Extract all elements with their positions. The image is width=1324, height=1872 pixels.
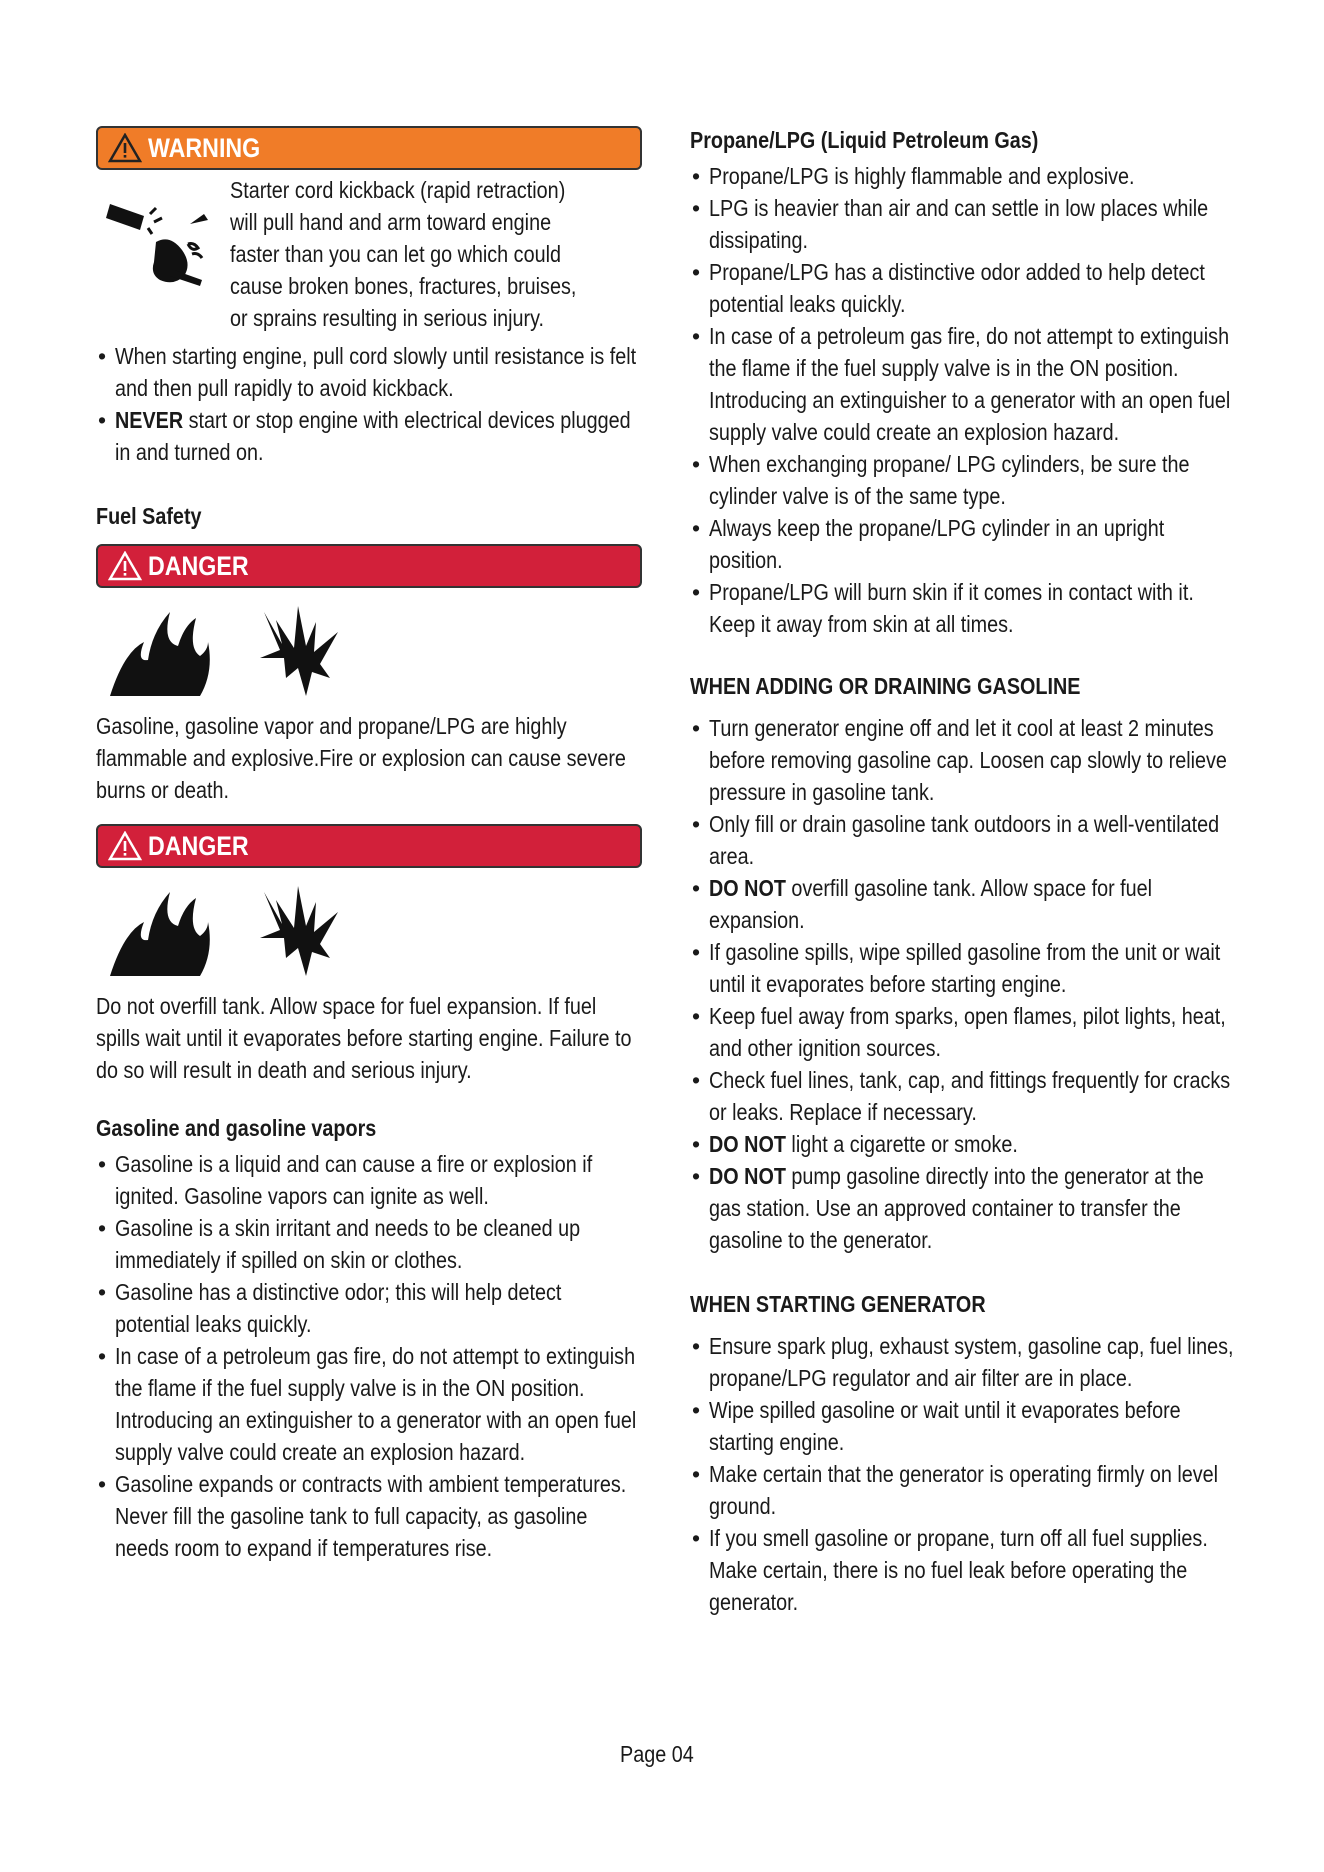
list-item: • In case of a petroleum gas fire, do not attempt to extinguish the flame if the fuel supply valve is in the ON position. Introducing an extinguisher to a generator with an open fuel supply valve could create an explosion hazard. bbox=[692, 323, 1231, 445]
propane-heading: Propane/LPG (Liquid Petroleum Gas) bbox=[690, 127, 1039, 153]
list-item: • Check fuel lines, tank, cap, and fittings frequently for cracks or leaks. Replace if necessary. bbox=[692, 1067, 1231, 1125]
list-item: • Always keep the propane/LPG cylinder in an upright position. bbox=[692, 515, 1165, 573]
starting-generator-heading: WHEN STARTING GENERATOR bbox=[690, 1291, 986, 1317]
list-item: • Gasoline is a skin irritant and needs to be cleaned up immediately if spilled on skin or clothes. bbox=[98, 1215, 581, 1273]
list-item: • When exchanging propane/ LPG cylinders, be sure the cylinder valve is of the same type. bbox=[692, 451, 1190, 509]
kickback-hand-icon bbox=[100, 184, 230, 294]
danger-text: Gasoline, gasoline vapor and propane/LPG are highly flammable and explosive.Fire or explosion can cause severe burns or death. bbox=[96, 713, 626, 803]
warning-banner bbox=[96, 126, 642, 170]
list-item: • DO NOT light a cigarette or smoke. bbox=[692, 1131, 1018, 1157]
list-item: • NEVER start or stop engine with electrical devices plugged in and turned on. bbox=[98, 407, 631, 465]
list-item: • Wipe spilled gasoline or wait until it evaporates before starting engine. bbox=[692, 1397, 1181, 1455]
list-item: • When starting engine, pull cord slowly until resistance is felt and then pull rapidly to avoid kickback. bbox=[98, 343, 637, 401]
list-item: • Gasoline is a liquid and can cause a fire or explosion if ignited. Gasoline vapors can ignite as well. bbox=[98, 1151, 593, 1209]
adding-gasoline-bullets bbox=[690, 712, 1240, 1256]
list-item: • Propane/LPG will burn skin if it comes in contact with it. Keep it away from skin at all times. bbox=[692, 579, 1194, 637]
list-item: • Propane/LPG has a distinctive odor added to help detect potential leaks quickly. bbox=[692, 259, 1205, 317]
explosion-icon bbox=[254, 882, 344, 978]
fuel-safety-heading: Fuel Safety bbox=[96, 503, 202, 529]
adding-gasoline-heading: WHEN ADDING OR DRAINING GASOLINE bbox=[690, 673, 1081, 699]
list-item: • LPG is heavier than air and can settle in low places while dissipating. bbox=[692, 195, 1209, 253]
hazard-icons bbox=[104, 602, 642, 700]
list-item: • In case of a petroleum gas fire, do not attempt to extinguish the flame if the fuel supply valve is in the ON position. Introducing an extinguisher to a generator with an open fuel supply valve could create an explosion hazard. bbox=[98, 1343, 637, 1465]
list-item: • If gasoline spills, wipe spilled gasoline from the unit or wait until it evaporates before starting engine. bbox=[692, 939, 1221, 997]
list-item: • Gasoline expands or contracts with ambient temperatures. Never fill the gasoline tank to full capacity, as gasoline needs room to expand if temperatures rise. bbox=[98, 1471, 627, 1561]
warning-text: Starter cord kickback (rapid retraction) will pull hand and arm toward engine faster than you can let go which could cause broken bones, fractures, bruises, or sprains resulting in serious injury. bbox=[230, 177, 577, 331]
warning-triangle-icon bbox=[108, 551, 142, 581]
explosion-icon bbox=[254, 602, 344, 698]
list-item: • Only fill or drain gasoline tank outdoors in a well-ventilated area. bbox=[692, 811, 1220, 869]
strong-text: DO NOT bbox=[709, 1163, 786, 1189]
starting-generator-bullets bbox=[690, 1330, 1240, 1618]
strong-text: DO NOT bbox=[709, 875, 786, 901]
warning-bullets bbox=[96, 340, 642, 468]
list-item: • Gasoline has a distinctive odor; this will help detect potential leaks quickly. bbox=[98, 1279, 562, 1337]
warning-triangle-icon bbox=[108, 831, 142, 861]
list-item: • Propane/LPG is highly flammable and explosive. bbox=[692, 163, 1135, 189]
danger-label: DANGER bbox=[148, 550, 249, 581]
strong-text: NEVER bbox=[115, 407, 184, 433]
warning-label: WARNING bbox=[148, 132, 261, 163]
page-number: Page 04 bbox=[620, 1741, 694, 1767]
danger-banner bbox=[96, 824, 642, 868]
fire-icon bbox=[104, 882, 214, 978]
danger-banner bbox=[96, 544, 642, 588]
danger-label: DANGER bbox=[148, 830, 249, 861]
danger-text: Do not overfill tank. Allow space for fuel expansion. If fuel spills wait until it evaporates before starting engine. Failure to do so will result in death and serious injury. bbox=[96, 993, 632, 1083]
list-item: • Keep fuel away from sparks, open flames, pilot lights, heat, and other ignition sources. bbox=[692, 1003, 1226, 1061]
gasoline-heading: Gasoline and gasoline vapors bbox=[96, 1115, 377, 1141]
list-item: • DO NOT pump gasoline directly into the generator at the gas station. Use an approved container to transfer the gasoline to the generator. bbox=[692, 1163, 1204, 1253]
kickback-block bbox=[96, 174, 642, 334]
right-column bbox=[690, 124, 1240, 1618]
list-item: • Turn generator engine off and let it cool at least 2 minutes before removing gasoline cap. Loosen cap slowly to relieve pressure in gasoline tank. bbox=[692, 715, 1227, 805]
list-item: • Make certain that the generator is operating firmly on level ground. bbox=[692, 1461, 1219, 1519]
warning-triangle-icon bbox=[108, 133, 142, 163]
list-item: • DO NOT overfill gasoline tank. Allow space for fuel expansion. bbox=[692, 875, 1153, 933]
gasoline-bullets bbox=[96, 1148, 642, 1564]
propane-bullets bbox=[690, 160, 1240, 640]
hazard-icons bbox=[104, 882, 642, 980]
left-column bbox=[96, 126, 642, 1564]
fire-icon bbox=[104, 602, 214, 698]
list-item: • Ensure spark plug, exhaust system, gasoline cap, fuel lines, propane/LPG regulator and air filter are in place. bbox=[692, 1333, 1234, 1391]
strong-text: DO NOT bbox=[709, 1131, 786, 1157]
list-item: • If you smell gasoline or propane, turn off all fuel supplies. Make certain, there is no fuel leak before operating the generator. bbox=[692, 1525, 1208, 1615]
